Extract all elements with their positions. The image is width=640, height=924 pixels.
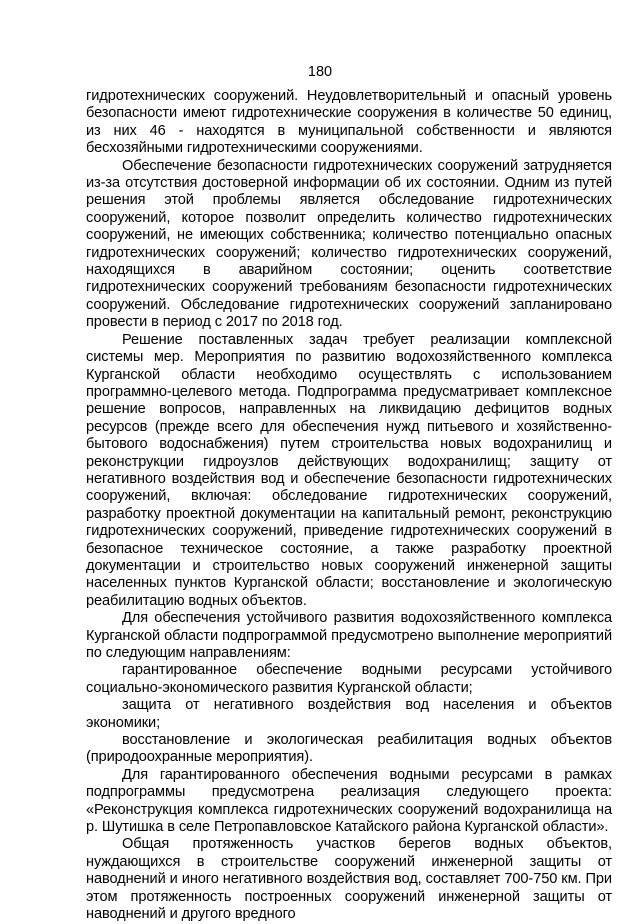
body-text: [86, 88, 612, 924]
paragraph-4: Для обеспечения устойчивого развития водохозяйственного комплекса Курганской области подпрограммой предусмотрено выполнение мероприятий по следующим направлениям:: [86, 610, 612, 661]
list-item-1: гарантированное обеспечение водными ресурсами устойчивого социально-экономического развития Курганской области;: [86, 662, 612, 696]
paragraph-5: Для гарантированного обеспечения водными ресурсами в рамках подпрограммы предусмотрена реализация следующего проекта: «Реконструкция комплекса гидротехнических сооружений водохранилища на р. Шутишка в селе Петропавловское Катайского района Курганской области».: [86, 766, 612, 836]
paragraph-6: Общая протяженность участков берегов водных объектов, нуждающихся в строительстве сооружений инженерной защиты от наводнений и иного негативного воздействия вод, составляет 700-750 км. При этом протяженность построенных сооружений инженерной защиты от наводнений и другого вредного: [86, 836, 612, 923]
page-number: 180: [307, 64, 333, 80]
list-item-2: защита от негативного воздействия вод населения и объектов экономики;: [86, 697, 612, 731]
paragraph-3: Решение поставленных задач требует реализации комплексной системы мер. Мероприятия по развитию водохозяйственного комплекса Курганской области необходимо осуществлять с использованием программно-целевого метода. Подпрограмма предусматривает комплексное решение вопросов, направленных на ликвидацию дефицитов водных ресурсов (прежде всего для обеспечения нужд питьевого и хозяйственно-бытового водоснабжения) путем строительства новых водохранилищ и реконструкции гидроузлов действующих водохранилищ; защиту от негативного воздействия вод и обеспечение безопасности гидротехнических сооружений, включая: обследование гидротехнических сооружений, разработку проектной документации на капитальный ремонт, реконструкцию гидротехнических сооружений, приведение гидротехнических сооружений в безопасное техническое состояние, а также разработку проектной документации и строительство новых сооружений инженерной защиты населенных пунктов Курганской области; восстановление и экологическую реабилитацию водных объектов.: [86, 331, 612, 609]
list-item-3: восстановление и экологическая реабилитация водных объектов (природоохранные мероприятия).: [86, 732, 612, 766]
paragraph-1: гидротехнических сооружений. Неудовлетворительный и опасный уровень безопасности имеют гидротехнические сооружения в количестве 50 единиц, из них 46 - находятся в муниципальной собственности и являются бесхозяйными гидротехническими сооружениями.: [86, 88, 612, 157]
paragraph-2: Обеспечение безопасности гидротехнических сооружений затрудняется из-за отсутствия достоверной информации об их состоянии. Одним из путей решения этой проблемы является обследование гидротехнических сооружений, которое позволит определить количество гидротехнических сооружений, не имеющих собственника; количество потенциально опасных гидротехнических сооружений; количество гидротехнических сооружений, находящихся в аварийном состоянии; оценить соответствие гидротехнических сооружений требованиям безопасности гидротехнических сооружений. Обследование гидротехнических сооружений запланировано провести в период с 2017 по 2018 год.: [86, 157, 612, 331]
